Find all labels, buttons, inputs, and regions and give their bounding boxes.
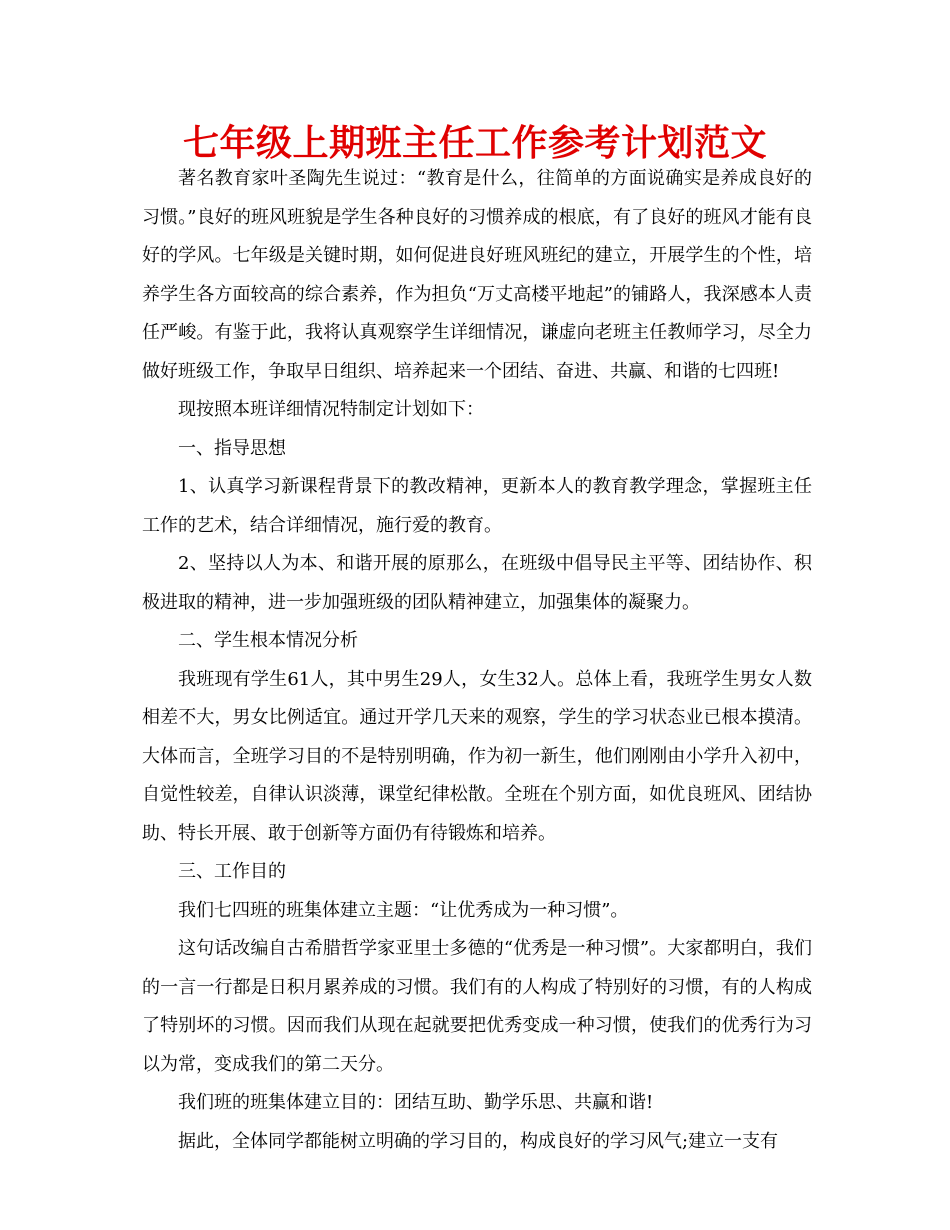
- section-heading-student-analysis: 二、学生根本情况分析: [178, 630, 358, 651]
- section-heading-work-goals: 三、工作目的: [178, 861, 286, 882]
- paragraph-plan-lead: 现按照本班详细情况特制定计划如下：: [178, 399, 484, 420]
- document-title: 七年级上期班主任工作参考计划范文: [182, 122, 767, 164]
- paragraph-guiding-1: 1、认真学习新课程背景下的教改精神，更新本人的教育教学理念，掌握班主任工作的艺术，结合详细情况，施行爱的教育。: [142, 476, 812, 536]
- paragraph-class-theme: 我们七四班的班集体建立主题：“让优秀成为一种习惯”。: [178, 899, 629, 921]
- paragraph-student-analysis: 我班现有学生61人，其中男生29人，女生32人。总体上看，我班学生男女人数相差不大，男女比例适宜。通过开学几天来的观察，学生的学习状态业已根本摸清。大体而言，全班学习目的不是特别明确，作为初一新生，他们刚刚由小学升入初中，自觉性较差，自律认识淡薄，课堂纪律松散。全班在个别方面，如优良班风、团结协助、特长开展、敢于创新等方面仍有待锻炼和培养。: [142, 668, 812, 844]
- paragraph-guiding-2: 2、坚持以人为本、和谐开展的原那么，在班级中倡导民主平等、团结协作、积极进取的精神，进一步加强班级的团队精神建立，加强集体的凝聚力。: [142, 553, 812, 613]
- section-heading-guiding-thought: 一、指导思想: [178, 437, 286, 459]
- paragraph-accordingly: 据此，全体同学都能树立明确的学习目的，构成良好的学习风气;建立一支有: [178, 1130, 779, 1152]
- paragraph-intro: 著名教育家叶圣陶先生说过：“教育是什么，往简单的方面说确实是养成良好的习惯。”良好的班风班貌是学生各种良好的习惯养成的根底，有了良好的班风才能有良好的学风。七年级是关键时期，如何促进良好班风班纪的建立，开展学生的个性，培养学生各方面较高的综合素养，作为担负“万丈高楼平地起”的铺路人，我深感本人责任严峻。有鉴于此，我将认真观察学生详细情况，谦虚向老班主任教师学习，尽全力做好班级工作，争取早日组织、培养起来一个团结、奋进、共赢、和谐的七四班!: [142, 168, 812, 382]
- paragraph-class-goal: 我们班的班集体建立目的：团结互助、勤学乐思、共赢和谐!: [178, 1092, 654, 1113]
- paragraph-theme-explanation: 这句话改编自古希腊哲学家亚里士多德的“优秀是一种习惯”。大家都明白，我们的一言一行都是日积月累养成的习惯。我们有的人构成了特别好的习惯，有的人构成了特别坏的习惯。因而我们从现在起就要把优秀变成一种习惯，使我们的优秀行为习以为常，变成我们的第二天分。: [142, 938, 812, 1075]
- document-body: [142, 160, 812, 1161]
